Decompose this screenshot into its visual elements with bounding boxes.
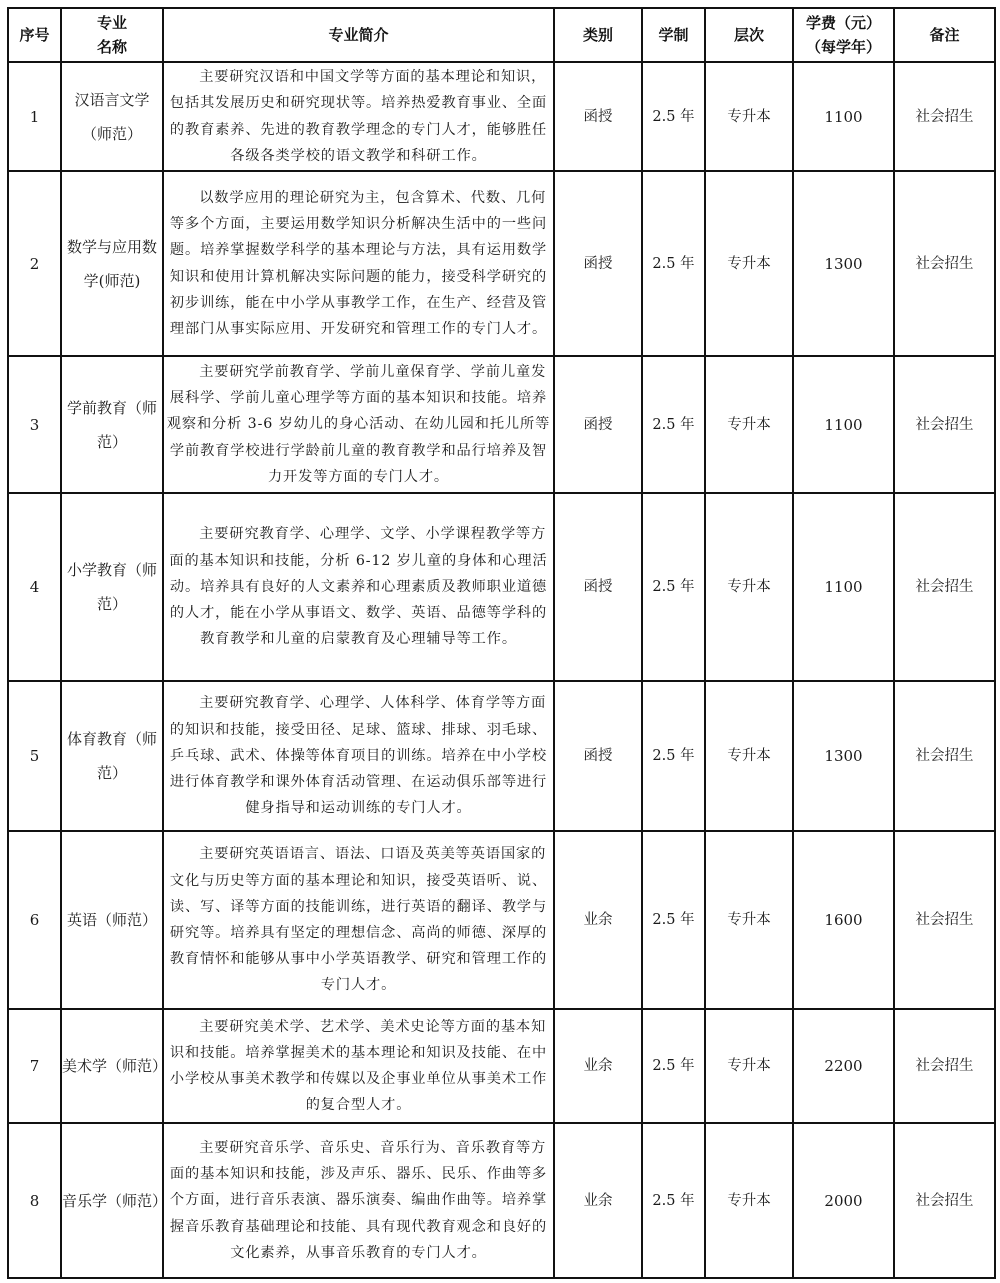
header-duration: 学制	[642, 8, 705, 62]
major-intro	[163, 171, 554, 356]
major-name: 小学教育（师范）	[61, 493, 163, 681]
header-name-line1: 专业	[96, 14, 127, 32]
row-index: 7	[8, 1009, 61, 1123]
major-intro-text: 主要研究音乐学、音乐史、音乐行为、音乐教育等方面的基本知识和技能，涉及声乐、器乐、民乐、作曲等多个方面，进行音乐表演、器乐演奏、编曲作曲等。培养掌握音乐教育基础理论和技能、具有现代教育观念和良好的文化素养，从事音乐教育的专门人才。	[169, 1139, 548, 1261]
header-remark: 备注	[894, 8, 995, 62]
study-duration: 2.5 年	[642, 1009, 705, 1123]
study-duration: 2.5 年	[642, 171, 705, 356]
header-category: 类别	[554, 8, 642, 62]
table-row	[8, 62, 995, 171]
major-name: 数学与应用数学(师范)	[61, 171, 163, 356]
study-category: 函授	[554, 493, 642, 681]
header-fee	[793, 8, 894, 62]
study-category: 业余	[554, 1009, 642, 1123]
tuition-fee: 1600	[793, 831, 894, 1009]
major-intro	[163, 1009, 554, 1123]
study-category: 函授	[554, 356, 642, 493]
study-category: 函授	[554, 171, 642, 356]
study-level: 专升本	[705, 62, 793, 171]
table-row	[8, 171, 995, 356]
remark: 社会招生	[894, 171, 995, 356]
row-index: 5	[8, 681, 61, 831]
header-name-line2: 名称	[96, 38, 127, 56]
study-duration: 2.5 年	[642, 356, 705, 493]
remark: 社会招生	[894, 356, 995, 493]
header-name	[61, 8, 163, 62]
major-intro	[163, 493, 554, 681]
remark: 社会招生	[894, 1123, 995, 1278]
study-level: 专升本	[705, 831, 793, 1009]
header-intro: 专业简介	[163, 8, 554, 62]
header-level: 层次	[705, 8, 793, 62]
major-intro-text: 以数学应用的理论研究为主，包含算术、代数、几何等多个方面，主要运用数学知识分析解决生活中的一些问题。培养掌握数学科学的基本理论与方法，具有运用数学知识和使用计算机解决实际问题的能力，接受科学研究的初步训练，能在中小学从事教学工作，在生产、经营及管理部门从事实际应用、开发研究和管理工作的专门人才。	[169, 189, 548, 337]
tuition-fee: 1100	[793, 62, 894, 171]
remark: 社会招生	[894, 1009, 995, 1123]
tuition-fee: 2200	[793, 1009, 894, 1123]
study-category: 业余	[554, 831, 642, 1009]
majors-table	[7, 7, 996, 1279]
major-name: 音乐学（师范）	[61, 1123, 163, 1278]
major-name: 英语（师范）	[61, 831, 163, 1009]
row-index: 6	[8, 831, 61, 1009]
row-index: 2	[8, 171, 61, 356]
tuition-fee: 2000	[793, 1123, 894, 1278]
major-intro-text: 主要研究英语语言、语法、口语及英美等英语国家的文化与历史等方面的基本理论和知识，接受英语听、说、读、写、译等方面的技能训练，进行英语的翻译、教学与研究等。培养具有坚定的理想信念、高尚的师德、深厚的教育情怀和能够从事中小学英语教学、研究和管理工作的专门人才。	[169, 846, 548, 994]
major-name: 美术学（师范）	[61, 1009, 163, 1123]
study-duration: 2.5 年	[642, 681, 705, 831]
tuition-fee: 1100	[793, 356, 894, 493]
header-row	[8, 8, 995, 62]
major-intro-text: 主要研究美术学、艺术学、美术史论等方面的基本知识和技能。培养掌握美术的基本理论和知识及技能、在中小学校从事美术教学和传媒以及企事业单位从事美术工作的复合型人才。	[169, 1018, 548, 1114]
study-category: 业余	[554, 1123, 642, 1278]
remark: 社会招生	[894, 681, 995, 831]
study-level: 专升本	[705, 681, 793, 831]
table-row	[8, 356, 995, 493]
table-row	[8, 681, 995, 831]
study-level: 专升本	[705, 171, 793, 356]
major-intro	[163, 831, 554, 1009]
study-category: 函授	[554, 62, 642, 171]
study-category: 函授	[554, 681, 642, 831]
table-row	[8, 1009, 995, 1123]
study-duration: 2.5 年	[642, 493, 705, 681]
study-level: 专升本	[705, 1123, 793, 1278]
major-intro	[163, 681, 554, 831]
row-index: 1	[8, 62, 61, 171]
study-duration: 2.5 年	[642, 831, 705, 1009]
row-index: 8	[8, 1123, 61, 1278]
header-index: 序号	[8, 8, 61, 62]
row-index: 4	[8, 493, 61, 681]
major-intro-text: 主要研究教育学、心理学、文学、小学课程教学等方面的基本知识和技能，分析 6-12 岁儿童的身体和心理活动。培养具有良好的人文素养和心理素质及教师职业道德的人才，能在小学从事语文、数学、英语、品德等学科的教育教学和儿童的启蒙教育及心理辅导等工作。	[169, 526, 548, 648]
major-name: 汉语言文学（师范）	[61, 62, 163, 171]
table-row	[8, 493, 995, 681]
major-intro-text: 主要研究学前教育学、学前儿童保育学、学前儿童发展科学、学前儿童心理学等方面的基本知识和技能。培养观察和分析 3-6 岁幼儿的身心活动、在幼儿园和托儿所等学前教育学校进行学龄前儿童的教育教学和品行培养及智力开发等方面的专门人才。	[166, 363, 551, 485]
major-intro-text: 主要研究教育学、心理学、人体科学、体育学等方面的知识和技能，接受田径、足球、篮球、排球、羽毛球、乒乓球、武术、体操等体育项目的训练。培养在中小学校进行体育教学和课外体育活动管理、在运动俱乐部等进行健身指导和运动训练的专门人才。	[169, 695, 548, 817]
study-level: 专升本	[705, 493, 793, 681]
row-index: 3	[8, 356, 61, 493]
major-intro	[163, 1123, 554, 1278]
remark: 社会招生	[894, 493, 995, 681]
table-row	[8, 1123, 995, 1278]
major-name: 学前教育（师范）	[61, 356, 163, 493]
remark: 社会招生	[894, 62, 995, 171]
tuition-fee: 1100	[793, 493, 894, 681]
tuition-fee: 1300	[793, 171, 894, 356]
study-duration: 2.5 年	[642, 1123, 705, 1278]
header-fee-line2: （每学年）	[805, 38, 881, 56]
header-fee-line1: 学费（元）	[805, 14, 881, 32]
study-level: 专升本	[705, 1009, 793, 1123]
table-row	[8, 831, 995, 1009]
major-intro	[163, 62, 554, 171]
study-duration: 2.5 年	[642, 62, 705, 171]
major-name: 体育教育（师范）	[61, 681, 163, 831]
remark: 社会招生	[894, 831, 995, 1009]
tuition-fee: 1300	[793, 681, 894, 831]
major-intro	[163, 356, 554, 493]
major-intro-text: 主要研究汉语和中国文学等方面的基本理论和知识，包括其发展历史和研究现状等。培养热爱教育事业、全面的教育素养、先进的教育教学理念的专门人才，能够胜任各级各类学校的语文教学和科研工作。	[169, 69, 548, 164]
study-level: 专升本	[705, 356, 793, 493]
